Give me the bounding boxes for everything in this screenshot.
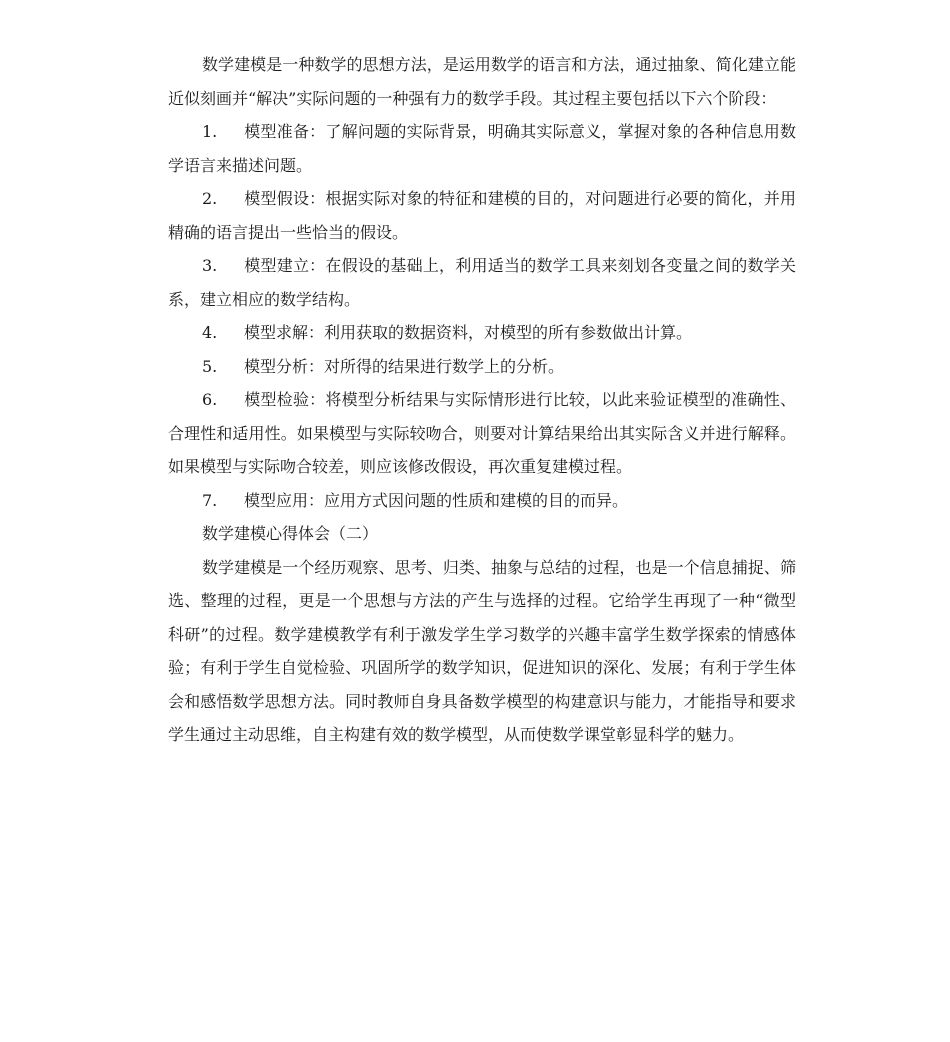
step-number: 7.: [202, 490, 218, 510]
step-number: 1.: [202, 122, 218, 141]
step-item-6: [168, 383, 796, 484]
step-text: 模型准备：了解问题的实际背景，明确其实际意义，掌握对象的各种信息用数学语言来描述问题。: [168, 122, 796, 175]
step-text: 模型建立：在假设的基础上，利用适当的数学工具来刻划各变量之间的数学关系，建立相应的数学结构。: [168, 256, 796, 309]
reflection-paragraph: 数学建模是一个经历观察、思考、归类、抽象与总结的过程，也是一个信息捕捉、筛选、整理的过程，更是一个思想与方法的产生与选择的过程。它给学生再现了一种“微型科研”的过程。数学建模教学有利于激发学生学习数学的兴趣丰富学生数学探索的情感体验；有利于学生自觉检验、巩固所学的数学知识，促进知识的深化、发展；有利于学生体会和感悟数学思想方法。同时教师自身具备数学模型的构建意识与能力，才能指导和要求学生通过主动思维，自主构建有效的数学模型，从而使数学课堂彰显科学的魅力。: [168, 557, 796, 744]
section-heading: 数学建模心得体会（二）: [202, 524, 379, 543]
step-text: 模型应用：应用方式因问题的性质和建模的目的而异。: [244, 490, 629, 510]
step-number: 5.: [202, 356, 218, 376]
step-text: 模型求解：利用获取的数据资料，对模型的所有参数做出计算。: [244, 323, 693, 342]
step-item-2: [168, 182, 796, 249]
step-item-4: [168, 316, 796, 350]
step-number: 6.: [202, 390, 218, 409]
step-number: 3.: [202, 256, 218, 275]
step-item-5: [168, 350, 796, 384]
step-number: 4.: [202, 323, 218, 342]
step-item-7: [168, 484, 796, 518]
step-number: 2.: [202, 189, 218, 208]
intro-paragraph: 数学建模是一种数学的思想方法，是运用数学的语言和方法，通过抽象、简化建立能近似刻画并“解决”实际问题的一种强有力的数学手段。其过程主要包括以下六个阶段：: [168, 55, 796, 108]
step-text: 模型分析：对所得的结果进行数学上的分析。: [244, 356, 565, 376]
step-item-1: [168, 115, 796, 182]
step-item-3: [168, 249, 796, 316]
step-text: 模型假设：根据实际对象的特征和建模的目的，对问题进行必要的简化，并用精确的语言提出一些恰当的假设。: [168, 189, 796, 242]
step-text: 模型检验：将模型分析结果与实际情形进行比较，以此来验证模型的准确性、合理性和适用性。如果模型与实际较吻合，则要对计算结果给出其实际含义并进行解释。如果模型与实际吻合较差，则应该修改假设，再次重复建模过程。: [168, 390, 796, 476]
document-page: [168, 48, 796, 752]
